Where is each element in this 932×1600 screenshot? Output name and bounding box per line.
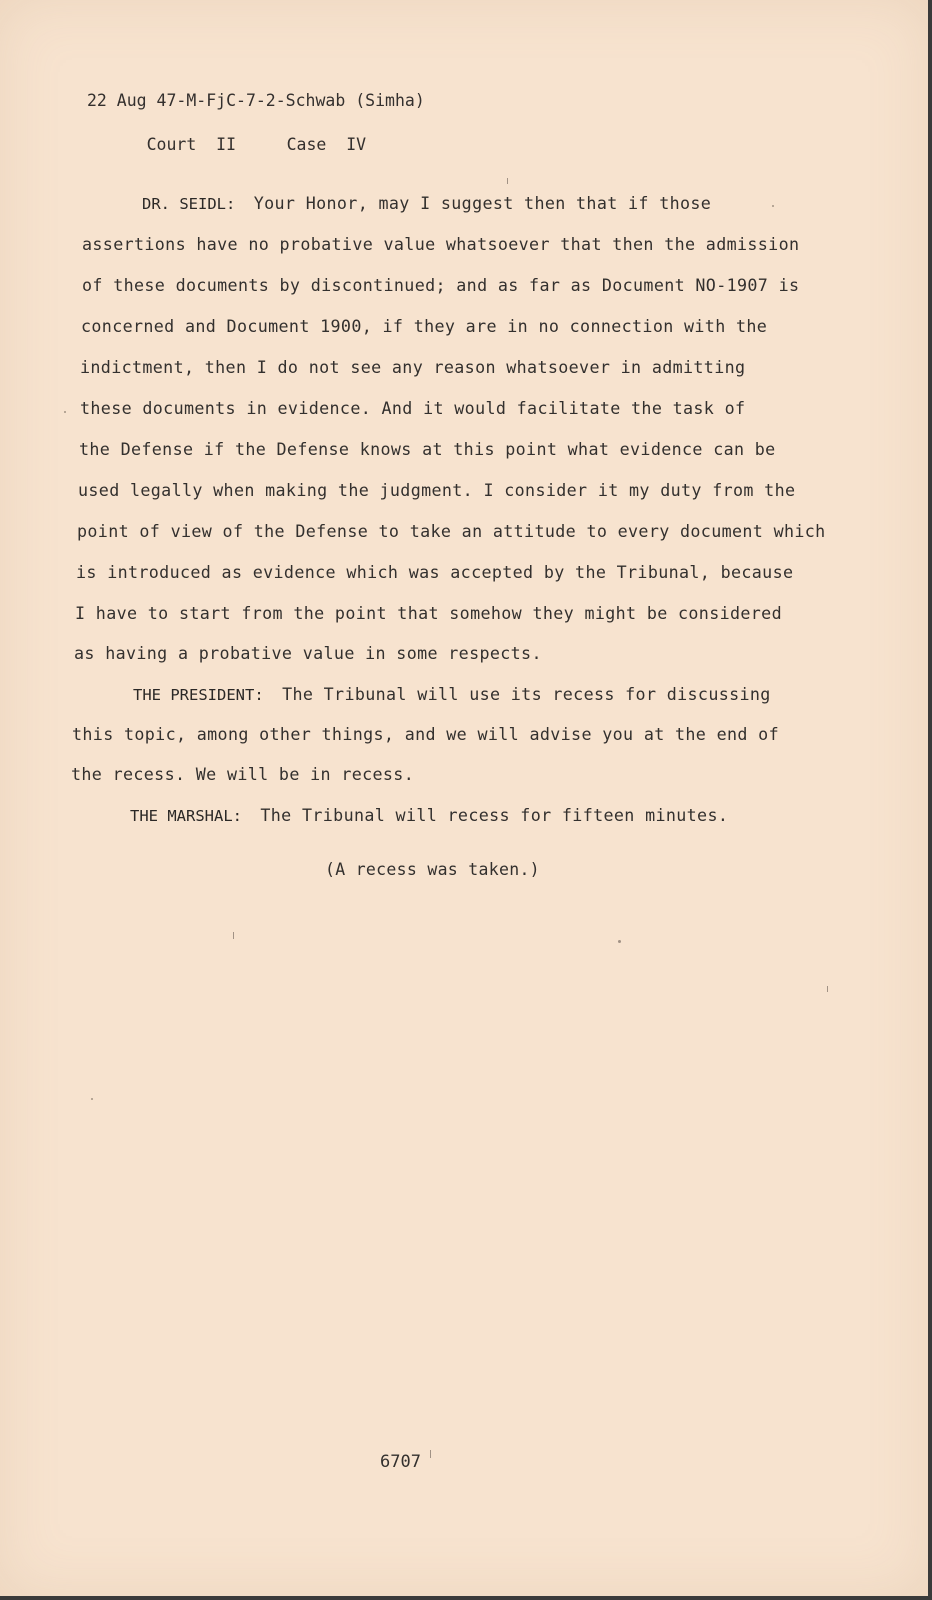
text-line: assertions have no probative value whatsoever that then the admission <box>82 234 800 254</box>
text-line: this topic, among other things, and we will advise you at the end of <box>72 724 779 744</box>
paper-speck <box>430 1450 431 1458</box>
court-label: Court II <box>146 135 237 154</box>
text-line: concerned and Document 1900, if they are in no connection with the <box>81 316 768 336</box>
paper-speck <box>64 411 66 413</box>
paper-speck <box>91 1098 93 1100</box>
speaker-label: THE MARSHAL: <box>130 807 242 825</box>
speaker-label: THE PRESIDENT: <box>133 686 264 704</box>
paragraph-line <box>133 684 771 704</box>
court-case-line <box>87 112 425 178</box>
text-line: The Tribunal will recess for fifteen minutes. <box>260 805 729 825</box>
paper-speck <box>618 940 621 943</box>
text-line: these documents in evidence. And it would facilitate the task of <box>80 398 746 418</box>
text-line: the recess. We will be in recess. <box>71 764 415 784</box>
text-line: Your Honor, may I suggest then that if those <box>253 193 712 213</box>
page-number: 6707 <box>380 1452 421 1472</box>
document-header <box>87 90 425 178</box>
reference-line: 22 Aug 47-M-FjC-7-2-Schwab (Simha) <box>87 91 425 110</box>
text-line: The Tribunal will use its recess for discussing <box>282 684 771 704</box>
text-line: point of view of the Defense to take an attitude to every document which <box>77 521 826 541</box>
paper-speck <box>507 178 508 184</box>
paper-speck <box>772 205 774 207</box>
text-line: is introduced as evidence which was accepted by the Tribunal, because <box>76 562 794 582</box>
text-line: the Defense if the Defense knows at this point what evidence can be <box>79 439 776 459</box>
case-label: Case IV <box>286 135 367 154</box>
text-line: as having a probative value in some respects. <box>74 643 542 663</box>
recess-note: (A recess was taken.) <box>325 860 540 879</box>
paper-speck <box>233 932 234 939</box>
paragraph-line <box>130 805 728 825</box>
speaker-label: DR. SEIDL: <box>142 195 236 213</box>
paragraph-line <box>142 193 711 213</box>
text-line: of these documents by discontinued; and as far as Document NO-1907 is <box>82 275 800 295</box>
text-line: I have to start from the point that somehow they might be considered <box>75 603 782 623</box>
text-line: used legally when making the judgment. I consider it my duty from the <box>78 480 796 500</box>
paper-speck <box>827 986 828 992</box>
text-line: indictment, then I do not see any reason whatsoever in admitting <box>80 357 746 377</box>
